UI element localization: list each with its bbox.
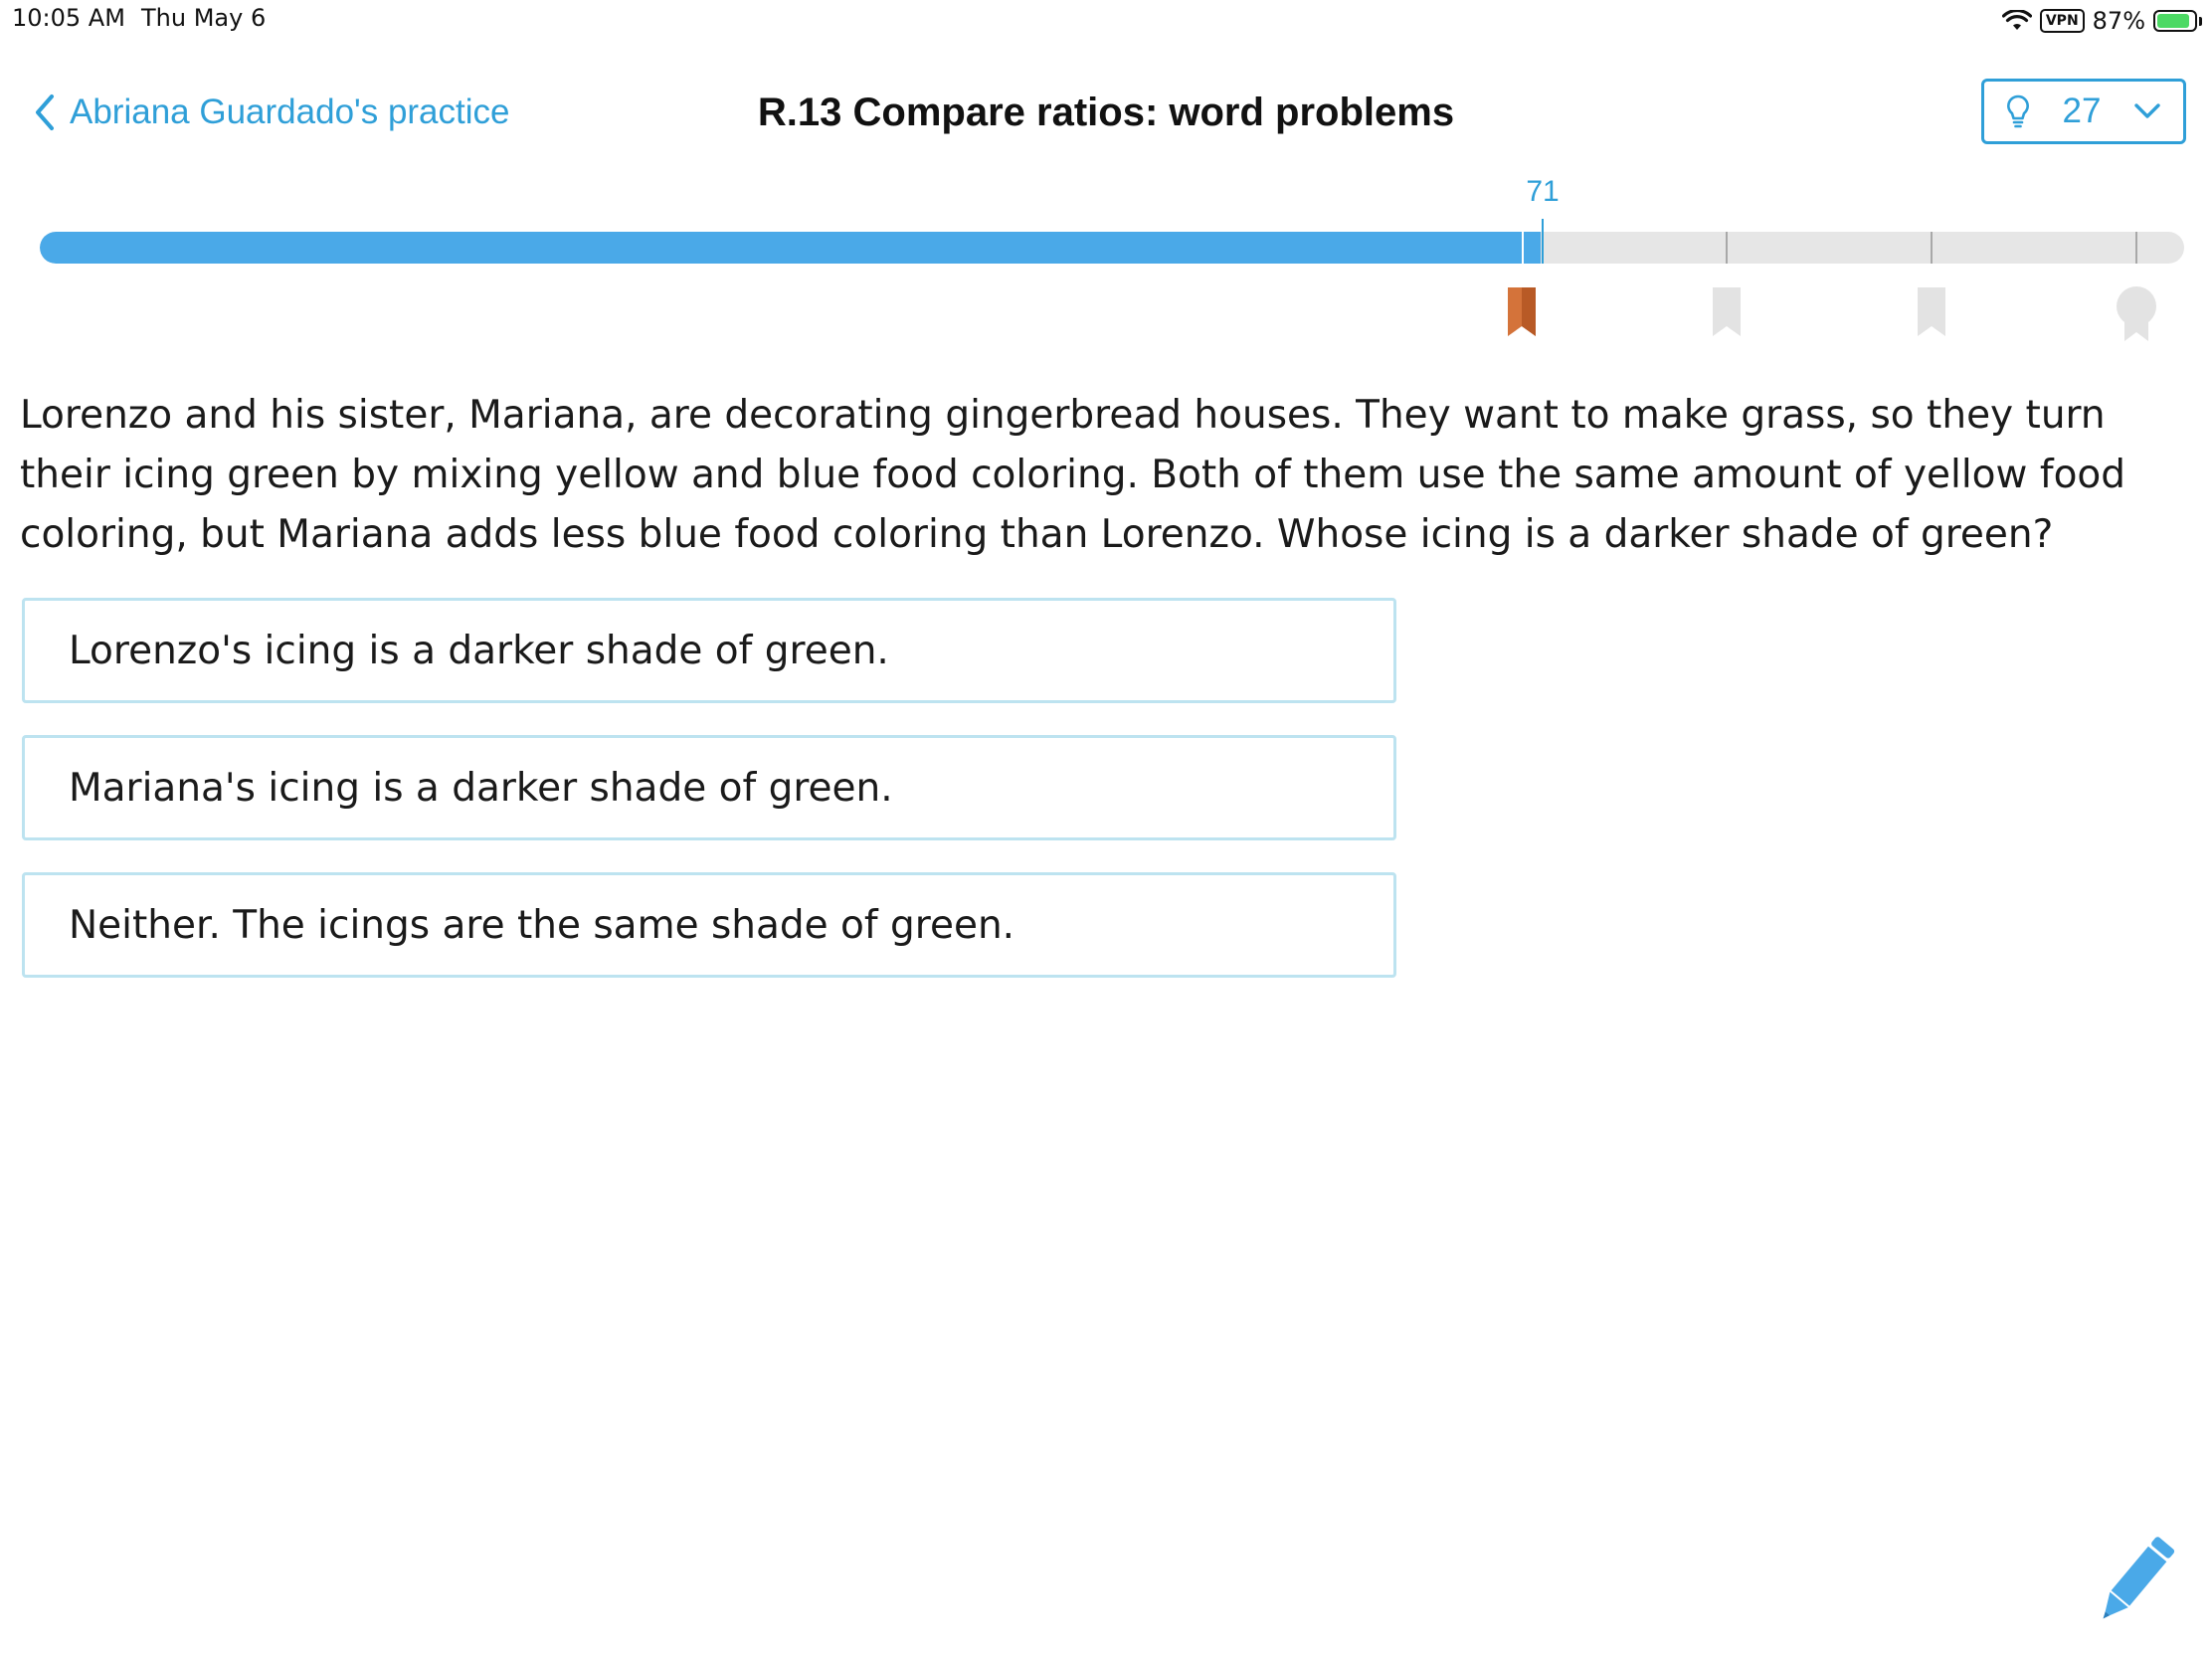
back-to-practice-link[interactable] bbox=[34, 88, 510, 137]
answer-choice-label: Mariana's icing is a darker shade of green. bbox=[69, 765, 893, 811]
back-link-label: Abriana Guardado's practice bbox=[70, 92, 510, 131]
milestone-tick-1 bbox=[1522, 232, 1524, 264]
answer-choice-label: Lorenzo's icing is a darker shade of green. bbox=[69, 628, 889, 673]
answer-choice-neither[interactable] bbox=[22, 872, 1396, 978]
status-right bbox=[2002, 4, 2202, 38]
answer-choice-mariana[interactable] bbox=[22, 735, 1396, 840]
ribbon-locked-icon bbox=[1712, 286, 1742, 338]
medal-locked-icon bbox=[2115, 286, 2158, 342]
milestone-tick-3 bbox=[1931, 232, 1933, 264]
progress-pointer bbox=[1542, 219, 1544, 264]
question-text: Lorenzo and his sister, Mariana, are decorating gingerbread houses. They want to make grass, so they turn their icing green by mixing yellow and blue food coloring. Both of them use the same amount of yellow food coloring, but Mariana adds less blue food coloring than Lorenzo. Whose icing is a darker shade of green? bbox=[20, 393, 2126, 557]
score-value: 27 bbox=[2062, 92, 2102, 130]
answer-choice-label: Neither. The icings are the same shade of green. bbox=[69, 902, 1015, 948]
status-date: Thu May 6 bbox=[141, 4, 267, 32]
status-time: 10:05 AM bbox=[12, 4, 125, 32]
progress-fill bbox=[40, 232, 1541, 264]
battery-icon bbox=[2153, 10, 2197, 32]
chevron-left-icon bbox=[34, 93, 56, 131]
pencil-icon[interactable] bbox=[2085, 1532, 2184, 1631]
battery-cap bbox=[2199, 17, 2202, 26]
page-title: R.13 Compare ratios: word problems bbox=[757, 91, 1455, 134]
ribbon-earned-icon bbox=[1507, 286, 1537, 338]
vpn-badge: VPN bbox=[2040, 9, 2085, 33]
progress-track bbox=[40, 232, 2184, 264]
ribbon-locked-icon bbox=[1917, 286, 1946, 338]
lightbulb-icon bbox=[2006, 94, 2030, 128]
progress-value: 71 bbox=[1526, 175, 1560, 208]
milestone-tick-2 bbox=[1726, 232, 1728, 264]
milestone-tick-4 bbox=[2135, 232, 2137, 264]
battery-percent: 87% bbox=[2092, 7, 2145, 35]
wifi-icon bbox=[2002, 10, 2032, 32]
score-dropdown[interactable] bbox=[1981, 79, 2186, 144]
chevron-down-icon bbox=[2133, 102, 2161, 120]
answer-choice-lorenzo[interactable] bbox=[22, 598, 1396, 703]
